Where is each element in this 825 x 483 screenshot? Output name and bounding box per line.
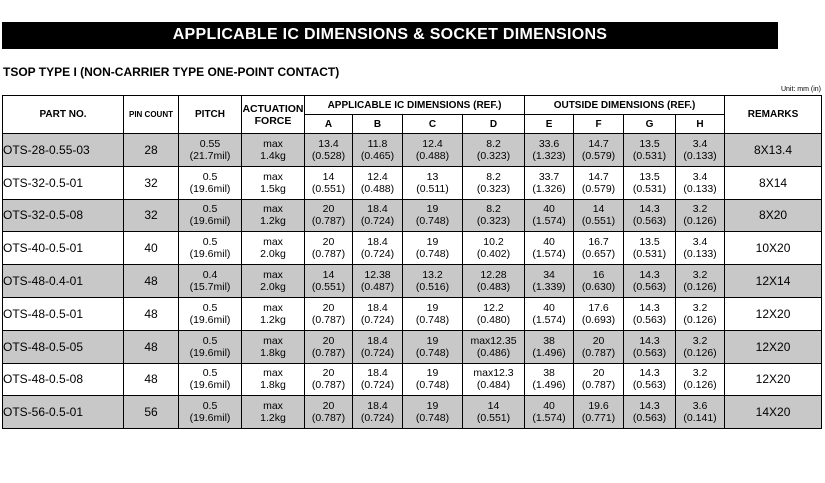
dim-f-cell: 20 (0.787) xyxy=(574,363,624,396)
pitch-cell: 0.55 (21.7mil) xyxy=(179,134,242,167)
dim-d-cell: max12.3 (0.484) xyxy=(463,363,525,396)
dim-e-cell: 33.7 (1.326) xyxy=(525,166,574,199)
dim-e-cell: 34 (1.339) xyxy=(525,265,574,298)
dim-c-cell: 19 (0.748) xyxy=(403,232,463,265)
table-row xyxy=(3,396,822,429)
dim-b-cell: 12.4 (0.488) xyxy=(353,166,403,199)
remarks-cell: 8X20 xyxy=(725,199,822,232)
dim-c-cell: 19 (0.748) xyxy=(403,396,463,429)
pitch-cell: 0.5 (19.6mil) xyxy=(179,199,242,232)
dim-b-cell: 11.8 (0.465) xyxy=(353,134,403,167)
header-outside-dimensions: OUTSIDE DIMENSIONS (REF.) xyxy=(525,96,725,115)
table-row xyxy=(3,134,822,167)
dim-g-cell: 13.5 (0.531) xyxy=(624,134,676,167)
dim-b-cell: 12.38 (0.487) xyxy=(353,265,403,298)
dim-h-cell: 3.4 (0.133) xyxy=(676,232,725,265)
pin-count-cell: 48 xyxy=(124,297,179,330)
dimensions-table xyxy=(2,95,822,429)
remarks-cell: 12X20 xyxy=(725,297,822,330)
actuation-force-cell: max 1.2kg xyxy=(242,297,305,330)
actuation-force-cell: max 2.0kg xyxy=(242,232,305,265)
section-subtitle: TSOP TYPE I (NON-CARRIER TYPE ONE-POINT CONTACT) xyxy=(3,65,340,79)
pitch-cell: 0.5 (19.6mil) xyxy=(179,363,242,396)
pitch-cell: 0.5 (19.6mil) xyxy=(179,232,242,265)
dim-f-cell: 14.7 (0.579) xyxy=(574,166,624,199)
actuation-force-cell: max 1.8kg xyxy=(242,330,305,363)
dim-g-cell: 13.5 (0.531) xyxy=(624,166,676,199)
dim-f-cell: 20 (0.787) xyxy=(574,330,624,363)
dim-h-cell: 3.4 (0.133) xyxy=(676,166,725,199)
dim-g-cell: 14.3 (0.563) xyxy=(624,265,676,298)
dim-g-cell: 14.3 (0.563) xyxy=(624,297,676,330)
dim-c-cell: 13 (0.511) xyxy=(403,166,463,199)
pin-count-cell: 32 xyxy=(124,199,179,232)
dim-a-cell: 20 (0.787) xyxy=(305,297,353,330)
part-number-cell: OTS-48-0.5-05 xyxy=(3,330,124,363)
dim-f-cell: 14.7 (0.579) xyxy=(574,134,624,167)
dim-b-cell: 18.4 (0.724) xyxy=(353,199,403,232)
dim-d-cell: 12.2 (0.480) xyxy=(463,297,525,330)
remarks-cell: 12X14 xyxy=(725,265,822,298)
dim-b-cell: 18.4 (0.724) xyxy=(353,363,403,396)
dim-e-cell: 38 (1.496) xyxy=(525,363,574,396)
dim-d-cell: 10.2 (0.402) xyxy=(463,232,525,265)
remarks-cell: 8X14 xyxy=(725,166,822,199)
remarks-cell: 14X20 xyxy=(725,396,822,429)
page-title: APPLICABLE IC DIMENSIONS & SOCKET DIMENSIONS xyxy=(172,26,608,43)
dim-a-cell: 20 (0.787) xyxy=(305,199,353,232)
remarks-cell: 10X20 xyxy=(725,232,822,265)
header-col-e: E xyxy=(525,115,574,134)
pin-count-cell: 48 xyxy=(124,265,179,298)
header-part-no: PART NO. xyxy=(3,96,124,134)
dim-a-cell: 13.4 (0.528) xyxy=(305,134,353,167)
dim-a-cell: 20 (0.787) xyxy=(305,396,353,429)
dim-a-cell: 20 (0.787) xyxy=(305,232,353,265)
pitch-cell: 0.5 (19.6mil) xyxy=(179,330,242,363)
dim-h-cell: 3.4 (0.133) xyxy=(676,134,725,167)
pin-count-cell: 48 xyxy=(124,330,179,363)
dim-c-cell: 12.4 (0.488) xyxy=(403,134,463,167)
dim-h-cell: 3.6 (0.141) xyxy=(676,396,725,429)
part-number-cell: OTS-48-0.5-08 xyxy=(3,363,124,396)
actuation-force-cell: max 1.2kg xyxy=(242,199,305,232)
header-col-h: H xyxy=(676,115,725,134)
dim-a-cell: 20 (0.787) xyxy=(305,330,353,363)
dim-g-cell: 14.3 (0.563) xyxy=(624,363,676,396)
table-row xyxy=(3,232,822,265)
pin-count-cell: 28 xyxy=(124,134,179,167)
table-row xyxy=(3,363,822,396)
dim-c-cell: 19 (0.748) xyxy=(403,330,463,363)
table-row xyxy=(3,166,822,199)
title-banner xyxy=(2,22,778,49)
pitch-cell: 0.5 (19.6mil) xyxy=(179,396,242,429)
remarks-cell: 8X13.4 xyxy=(725,134,822,167)
header-remarks: REMARKS xyxy=(725,96,822,134)
dim-c-cell: 13.2 (0.516) xyxy=(403,265,463,298)
table-row xyxy=(3,199,822,232)
part-number-cell: OTS-56-0.5-01 xyxy=(3,396,124,429)
dim-f-cell: 14 (0.551) xyxy=(574,199,624,232)
part-number-cell: OTS-48-0.4-01 xyxy=(3,265,124,298)
table-row xyxy=(3,297,822,330)
dim-g-cell: 14.3 (0.563) xyxy=(624,199,676,232)
header-col-c: C xyxy=(403,115,463,134)
dim-b-cell: 18.4 (0.724) xyxy=(353,232,403,265)
dim-d-cell: max12.35 (0.486) xyxy=(463,330,525,363)
dim-e-cell: 38 (1.496) xyxy=(525,330,574,363)
part-number-cell: OTS-32-0.5-08 xyxy=(3,199,124,232)
dim-e-cell: 40 (1.574) xyxy=(525,232,574,265)
dim-c-cell: 19 (0.748) xyxy=(403,363,463,396)
dim-g-cell: 14.3 (0.563) xyxy=(624,330,676,363)
dim-b-cell: 18.4 (0.724) xyxy=(353,330,403,363)
dim-f-cell: 17.6 (0.693) xyxy=(574,297,624,330)
dim-e-cell: 40 (1.574) xyxy=(525,396,574,429)
table-row xyxy=(3,330,822,363)
header-col-a: A xyxy=(305,115,353,134)
actuation-force-cell: max 1.2kg xyxy=(242,396,305,429)
dim-d-cell: 12.28 (0.483) xyxy=(463,265,525,298)
dim-g-cell: 13.5 (0.531) xyxy=(624,232,676,265)
pin-count-cell: 40 xyxy=(124,232,179,265)
actuation-force-cell: max 1.5kg xyxy=(242,166,305,199)
dim-d-cell: 8.2 (0.323) xyxy=(463,199,525,232)
dim-a-cell: 14 (0.551) xyxy=(305,166,353,199)
header-col-b: B xyxy=(353,115,403,134)
table-row xyxy=(3,265,822,298)
dim-h-cell: 3.2 (0.126) xyxy=(676,363,725,396)
dim-e-cell: 33.6 (1.323) xyxy=(525,134,574,167)
dim-d-cell: 8.2 (0.323) xyxy=(463,166,525,199)
dim-b-cell: 18.4 (0.724) xyxy=(353,396,403,429)
part-number-cell: OTS-28-0.55-03 xyxy=(3,134,124,167)
actuation-force-cell: max 1.8kg xyxy=(242,363,305,396)
dim-h-cell: 3.2 (0.126) xyxy=(676,297,725,330)
remarks-cell: 12X20 xyxy=(725,330,822,363)
dim-e-cell: 40 (1.574) xyxy=(525,297,574,330)
actuation-force-cell: max 2.0kg xyxy=(242,265,305,298)
dim-f-cell: 16.7 (0.657) xyxy=(574,232,624,265)
dim-c-cell: 19 (0.748) xyxy=(403,199,463,232)
pitch-cell: 0.4 (15.7mil) xyxy=(179,265,242,298)
dim-c-cell: 19 (0.748) xyxy=(403,297,463,330)
dim-h-cell: 3.2 (0.126) xyxy=(676,199,725,232)
dim-h-cell: 3.2 (0.126) xyxy=(676,265,725,298)
remarks-cell: 12X20 xyxy=(725,363,822,396)
header-ic-dimensions: APPLICABLE IC DIMENSIONS (REF.) xyxy=(305,96,525,115)
dim-a-cell: 14 (0.551) xyxy=(305,265,353,298)
header-actuation-force: ACTUATION FORCE xyxy=(242,96,305,134)
pin-count-cell: 32 xyxy=(124,166,179,199)
pitch-cell: 0.5 (19.6mil) xyxy=(179,297,242,330)
dim-g-cell: 14.3 (0.563) xyxy=(624,396,676,429)
part-number-cell: OTS-32-0.5-01 xyxy=(3,166,124,199)
dim-d-cell: 8.2 (0.323) xyxy=(463,134,525,167)
unit-note: Unit: mm (in) xyxy=(780,86,821,93)
dim-d-cell: 14 (0.551) xyxy=(463,396,525,429)
part-number-cell: OTS-40-0.5-01 xyxy=(3,232,124,265)
dim-h-cell: 3.2 (0.126) xyxy=(676,330,725,363)
pitch-cell: 0.5 (19.6mil) xyxy=(179,166,242,199)
dim-f-cell: 19.6 (0.771) xyxy=(574,396,624,429)
dim-e-cell: 40 (1.574) xyxy=(525,199,574,232)
dim-f-cell: 16 (0.630) xyxy=(574,265,624,298)
dim-b-cell: 18.4 (0.724) xyxy=(353,297,403,330)
header-pin-count: PIN COUNT xyxy=(124,96,179,134)
header-col-f: F xyxy=(574,115,624,134)
header-col-d: D xyxy=(463,115,525,134)
header-pitch: PITCH xyxy=(179,96,242,134)
part-number-cell: OTS-48-0.5-01 xyxy=(3,297,124,330)
pin-count-cell: 56 xyxy=(124,396,179,429)
pin-count-cell: 48 xyxy=(124,363,179,396)
actuation-force-cell: max 1.4kg xyxy=(242,134,305,167)
dim-a-cell: 20 (0.787) xyxy=(305,363,353,396)
header-col-g: G xyxy=(624,115,676,134)
